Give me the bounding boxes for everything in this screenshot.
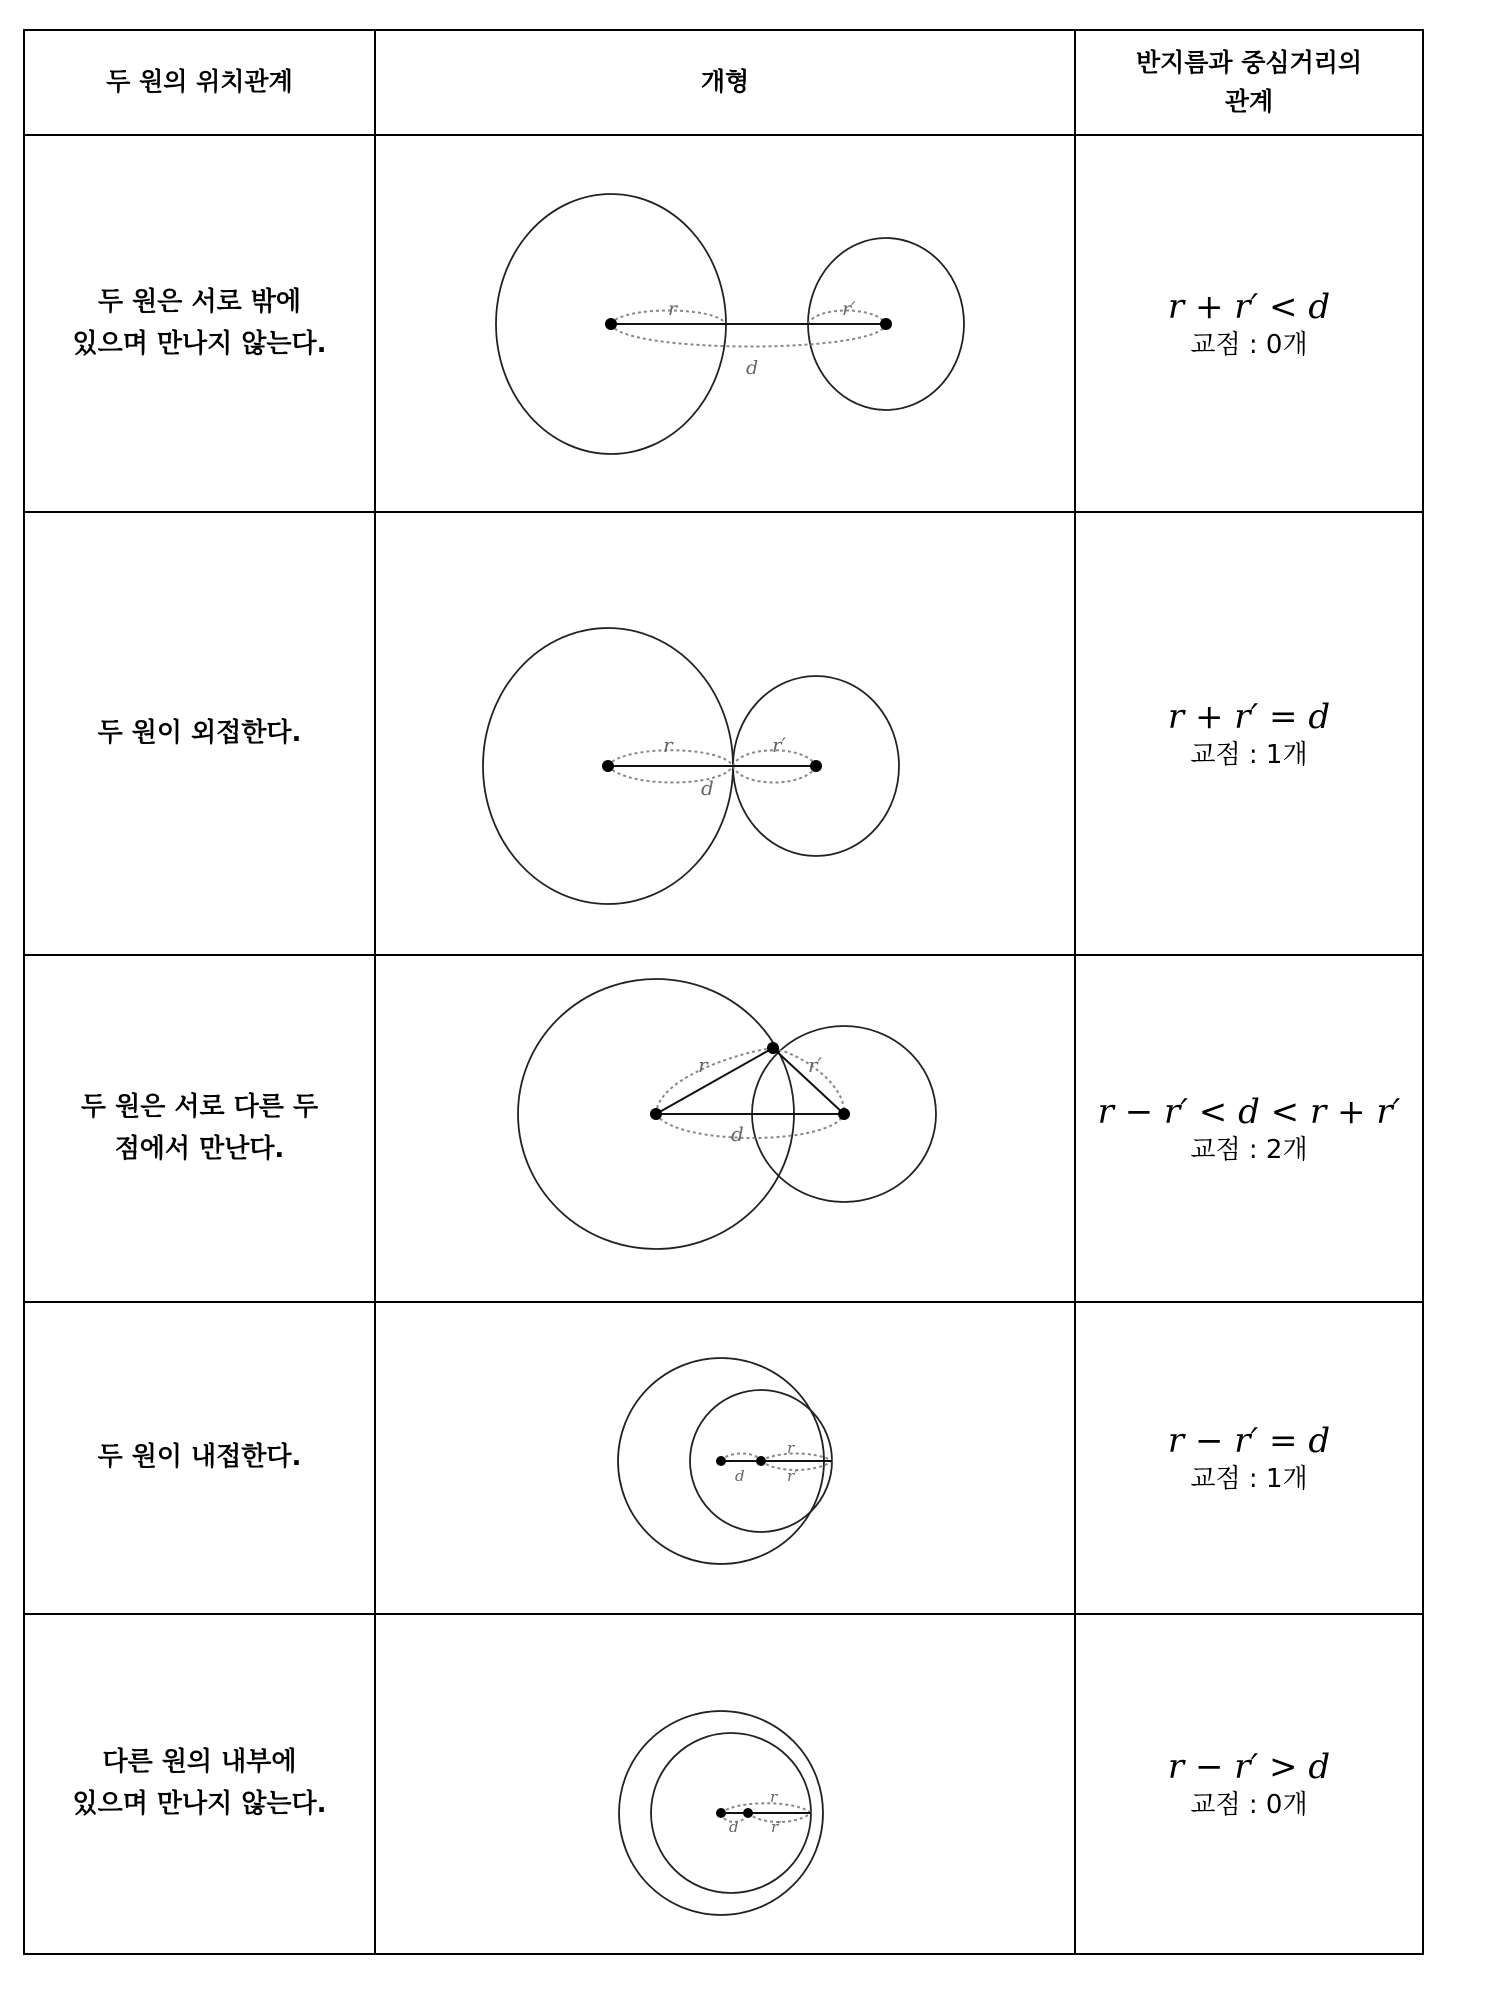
circle-position-table: [23, 29, 1424, 1955]
label-r: r: [787, 1439, 795, 1457]
label-d: d: [746, 357, 759, 379]
diagram-contained: [376, 1615, 1076, 1953]
header-relation: 반지름과 중심거리의 관계: [1075, 30, 1423, 135]
relation-cell: r + r′ = d 교점 : 1개: [1075, 512, 1423, 955]
row-description: 두 원은 서로 밖에 있으며 만나지 않는다.: [24, 135, 375, 512]
relation-cell: r − r′ > d 교점 : 0개: [1075, 1614, 1423, 1954]
table-row: [24, 1614, 1423, 1954]
label-r: r: [668, 298, 678, 320]
diagram-cell: [375, 1302, 1075, 1614]
row-description: 두 원이 내접한다.: [24, 1302, 375, 1614]
header-row: [24, 30, 1423, 135]
label-d: d: [731, 1122, 744, 1146]
label-r-prime: r′: [808, 1053, 823, 1077]
label-d: d: [701, 776, 714, 800]
diagram-cell: [375, 1614, 1075, 1954]
label-d: d: [735, 1467, 745, 1485]
table-row: [24, 955, 1423, 1302]
diagram-external-tangent: [376, 513, 1076, 954]
diagram-internal-tangent: [376, 1303, 1076, 1613]
label-r-prime: r′: [842, 298, 856, 320]
row-description: 두 원은 서로 다른 두 점에서 만난다.: [24, 955, 375, 1302]
label-r-prime: r′: [771, 1818, 782, 1836]
relation-cell: r − r′ = d 교점 : 1개: [1075, 1302, 1423, 1614]
label-d: d: [729, 1818, 739, 1836]
label-r: r: [663, 733, 673, 757]
row-description: 다른 원의 내부에 있으며 만나지 않는다.: [24, 1614, 375, 1954]
diagram-cell: [375, 955, 1075, 1302]
header-shape: 개형: [375, 30, 1075, 135]
header-position: 두 원의 위치관계: [24, 30, 375, 135]
table-row: [24, 512, 1423, 955]
relation-cell: r − r′ < d < r + r′ 교점 : 2개: [1075, 955, 1423, 1302]
relation-cell: r + r′ < d 교점 : 0개: [1075, 135, 1423, 512]
label-r-prime: r′: [787, 1467, 798, 1485]
diagram-separate: [376, 136, 1076, 511]
row-description: 두 원이 외접한다.: [24, 512, 375, 955]
label-r-prime: r′: [772, 733, 787, 757]
table-row: [24, 135, 1423, 512]
label-r: r: [770, 1788, 778, 1806]
diagram-cell: [375, 135, 1075, 512]
diagram-cell: [375, 512, 1075, 955]
label-r: r: [698, 1053, 708, 1077]
diagram-intersecting: [376, 956, 1076, 1301]
table-row: [24, 1302, 1423, 1614]
